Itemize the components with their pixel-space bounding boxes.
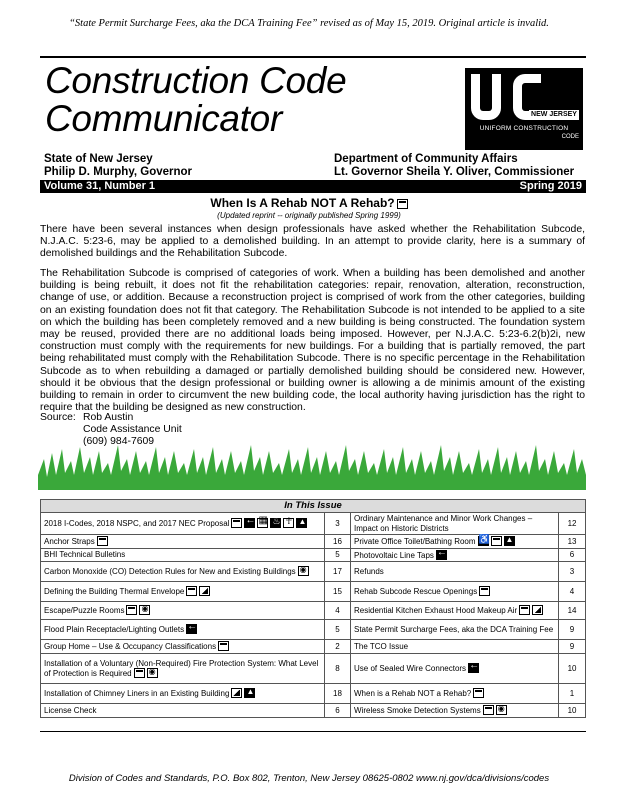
right-article-page: 9 (559, 640, 586, 654)
left-article-title: License Check (44, 705, 97, 715)
left-article-title: Anchor Straps (44, 537, 95, 546)
masthead-line-2: Communicator (45, 98, 282, 139)
source-label: Source: (40, 412, 76, 423)
table-row (41, 602, 586, 620)
left-article-page: 4 (325, 602, 351, 620)
logo-code: CODE (561, 134, 579, 140)
in-this-issue-table (40, 499, 586, 718)
left-article-page: 2 (325, 640, 351, 654)
house-icon (491, 536, 502, 546)
left-article-title-cell (41, 582, 325, 602)
flame-icon (298, 566, 309, 576)
right-article-page: 4 (559, 582, 586, 602)
table-row (41, 640, 586, 654)
accessibility-icon (478, 536, 489, 546)
right-article-title-cell (351, 654, 559, 684)
stair-icon (199, 586, 210, 596)
fire-icon (270, 518, 281, 528)
right-article-title-cell (351, 513, 559, 535)
left-article-page: 18 (325, 684, 351, 704)
source-unit: Code Assistance Unit (83, 424, 182, 436)
masthead-line-1: Construction Code (45, 60, 347, 101)
left-article-title: Installation of Chimney Liners in an Existing Building (44, 689, 230, 699)
right-article-page: 12 (559, 513, 586, 535)
right-article-page: 10 (559, 654, 586, 684)
table-row (41, 704, 586, 718)
left-article-title: Defining the Building Thermal Envelope (44, 587, 185, 597)
article-subtitle: (Updated reprint -- originally published Spring 1999) (217, 211, 401, 220)
state-info (44, 153, 192, 179)
left-article-title: BHI Technical Bulletins (44, 550, 126, 559)
right-article-title-cell (351, 535, 559, 549)
right-article-title-cell (351, 640, 559, 654)
flame-icon (147, 668, 158, 678)
stair-icon (532, 605, 543, 615)
table-header-row (41, 500, 586, 513)
state-name: State of New Jersey (44, 153, 153, 165)
chimney-icon (296, 518, 307, 528)
left-article-page: 5 (325, 620, 351, 640)
left-article-title-cell (41, 640, 325, 654)
right-article-page: 14 (559, 602, 586, 620)
house-icon (218, 641, 229, 651)
right-article-title: When is a Rehab NOT a Rehab? (354, 689, 472, 699)
left-article-title-cell (41, 602, 325, 620)
bottom-rule (40, 731, 586, 732)
left-article-title-cell (41, 654, 325, 684)
house-icon (231, 518, 242, 528)
right-article-title: Photovoltaic Line Taps (354, 550, 434, 560)
left-article-title: Installation of a Voluntary (Non-Required) Fire Protection System: What Level of Protection is Required (44, 658, 319, 678)
house-icon (397, 199, 408, 209)
season-label: Spring 2019 (519, 180, 582, 192)
left-article-title: Carbon Monoxide (CO) Detection Rules for New and Existing Buildings (44, 567, 296, 577)
table-row (41, 582, 586, 602)
article-paragraph-2: The Rehabilitation Subcode is comprised of categories of work. When a building has been demolished and another building is being rebuilt, it does not fit the rehabilitation categories: repair, renovation, alteration, reconstruction, change of use, or addition. Because a reconstruction project is comprised of work from the other categories, building on an existing foundation does not fit that category. The Rehabilitation Subcode is not intended to be applied to a site on which the building has been completely removed and a new building is being constructed. The foundation system may be reused, provided there are no additional loads being imposed. However, per N.J.A.C. 5:23-6.2(b)2i, new construction must comply with the requirements for new buildings. For a building that is partially removed, the part being rehabilitated must comply with the Rehabilitation Subcode. There is no specific percentage in the Rehabilitation Subcode as to when rebuilding a damaged or partially demolished building should be considered new. However, should it be obvious that the design professional or building owner is allowing a de minimis amount of the existing building to remain in order to circumvent the new building code, the local authority having jurisdiction has the right to require that the building be designed as new construction. (40, 268, 585, 414)
right-article-page: 3 (559, 562, 586, 582)
stair-icon (231, 688, 242, 698)
right-article-title-cell (351, 704, 559, 718)
logo-state: NEW JERSEY (529, 110, 579, 120)
table-row (41, 684, 586, 704)
volume-label: Volume 31, Number 1 (44, 180, 156, 192)
left-article-page: 6 (325, 704, 351, 718)
arrow-icon (436, 550, 447, 560)
left-article-title: Escape/Puzzle Rooms (44, 606, 125, 616)
department-name: Department of Community Affairs (334, 153, 518, 165)
right-article-title: The TCO Issue (354, 641, 409, 651)
left-article-page: 8 (325, 654, 351, 684)
house-icon (473, 688, 484, 698)
table-row (41, 620, 586, 640)
chimney-icon (244, 688, 255, 698)
left-article-title: Flood Plain Receptacle/Lighting Outlets (44, 625, 185, 635)
grass-illustration (38, 445, 586, 490)
volume-bar (40, 180, 586, 193)
left-article-title: 2018 I-Codes, 2018 NSPC, and 2017 NEC Proposal (44, 519, 230, 529)
source-phone: (609) 984-7609 (83, 436, 155, 448)
governor-name: Philip D. Murphy, Governor (44, 166, 193, 178)
ucc-logo (465, 68, 583, 150)
house-icon (97, 536, 108, 546)
flame-icon (139, 605, 150, 615)
left-article-title: Group Home – Use & Occupancy Classifications (44, 642, 217, 652)
left-article-title-cell (41, 562, 325, 582)
masthead (45, 62, 346, 138)
house-icon (483, 705, 494, 715)
table-row (41, 548, 586, 562)
ribbon-icon (283, 518, 294, 528)
arrow-icon (186, 624, 197, 634)
right-article-page: 6 (559, 548, 586, 562)
left-article-page: 15 (325, 582, 351, 602)
right-article-title-cell (351, 562, 559, 582)
right-article-title: Residential Kitchen Exhaust Hood Makeup Air (354, 606, 518, 616)
source-details (83, 412, 182, 449)
right-article-title: Refunds (354, 566, 384, 576)
top-rule (40, 56, 586, 58)
logo-text: UNIFORM CONSTRUCTION (479, 125, 569, 132)
right-article-title: State Permit Surcharge Fees, aka the DCA Training Fee (354, 624, 554, 634)
right-article-title: Ordinary Maintenance and Minor Work Changes – Impact on Historic Districts (354, 514, 533, 533)
chimney-icon (504, 536, 515, 546)
left-article-title-cell (41, 535, 325, 549)
left-article-page: 3 (325, 513, 351, 535)
article-title (0, 196, 618, 210)
house-icon (126, 605, 137, 615)
right-article-title-cell (351, 548, 559, 562)
left-article-title-cell (41, 620, 325, 640)
commissioner-name: Lt. Governor Sheila Y. Oliver, Commissioner (334, 166, 575, 178)
article-paragraph-1: There have been several instances when design professionals have asked whether the Rehabilitation Subcode, N.J.A.C. 5:23-6, may be applied to a demolished building. In an attempt to provide clarity, here is a summary of demolished buildings and the Rehabilitation Subcode. (40, 224, 585, 260)
logo-letter-u (471, 74, 501, 120)
right-article-page: 10 (559, 704, 586, 718)
table-row (41, 535, 586, 549)
right-article-title: Use of Sealed Wire Connectors (354, 664, 467, 674)
department-info (334, 153, 574, 179)
article-title-text: When Is A Rehab NOT A Rehab? (210, 196, 395, 210)
source-name: Rob Austin (83, 412, 134, 423)
right-article-title-cell (351, 684, 559, 704)
left-article-title-cell (41, 513, 325, 535)
revision-note: “State Permit Surcharge Fees, aka the DCA Training Fee” revised as of May 15, 2019. Original article is invalid. (69, 18, 549, 29)
right-article-title-cell (351, 602, 559, 620)
table-row (41, 513, 586, 535)
right-article-title: Rehab Subcode Rescue Openings (354, 587, 478, 597)
house-icon (479, 586, 490, 596)
right-article-title: Private Office Toilet/Bathing Room (354, 537, 476, 546)
arrow-icon (244, 518, 255, 528)
house-icon (186, 586, 197, 596)
right-article-page: 9 (559, 620, 586, 640)
right-article-page: 1 (559, 684, 586, 704)
table-row (41, 654, 586, 684)
left-article-page: 5 (325, 548, 351, 562)
grid-icon (257, 518, 268, 528)
footer-address: Division of Codes and Standards, P.O. Box 802, Trenton, New Jersey 08625-0802 www.nj.gov/dca/divisions/codes (68, 773, 550, 784)
left-article-title-cell (41, 548, 325, 562)
flame-icon (496, 705, 507, 715)
in-this-issue-heading: In This Issue (41, 500, 586, 513)
left-article-page: 16 (325, 535, 351, 549)
left-article-title-cell (41, 684, 325, 704)
right-article-title-cell (351, 582, 559, 602)
house-icon (519, 605, 530, 615)
table-row (41, 562, 586, 582)
house-icon (134, 668, 145, 678)
right-article-page: 13 (559, 535, 586, 549)
arrow-icon (468, 663, 479, 673)
left-article-page: 17 (325, 562, 351, 582)
left-article-title-cell (41, 704, 325, 718)
right-article-title: Wireless Smoke Detection Systems (354, 706, 481, 716)
right-article-title-cell (351, 620, 559, 640)
